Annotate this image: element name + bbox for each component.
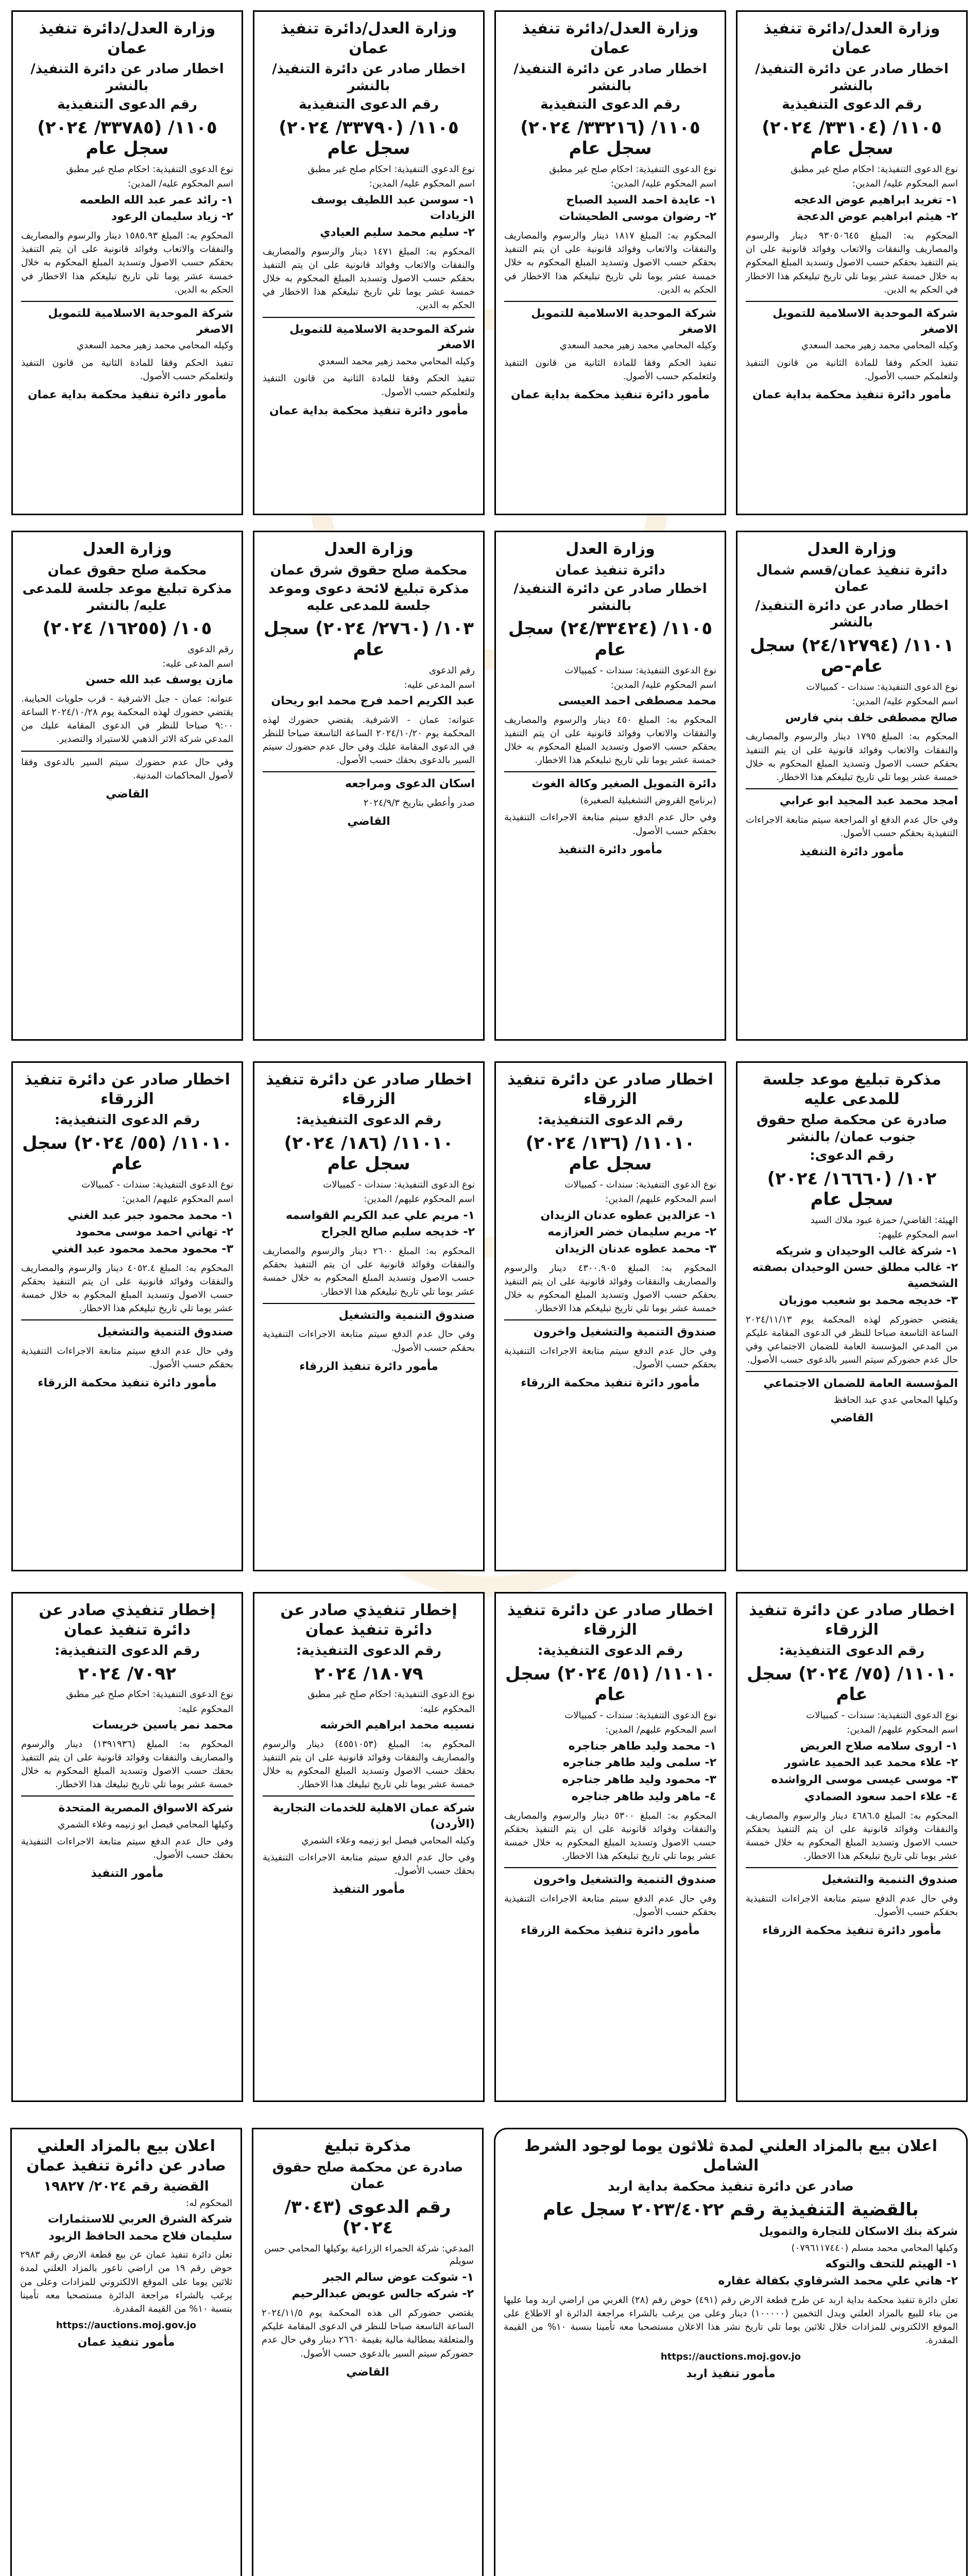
debtor-name: ٤- ماهر وليد طاهر جناجره xyxy=(571,1790,716,1804)
party-name: ٢- شركه جالس عويض عبدالرحيم xyxy=(291,2287,474,2301)
creditor-name: صندوق التنمية والتشغيل واخرون xyxy=(533,1326,716,1339)
debtor-name: ٢- هيثم ابراهيم عوض الدعجة xyxy=(796,210,958,224)
notice-footer: وفي حال عدم الدفع سيتم متابعة الاجراءات التنفيذية بحقكم حسب الأصول. xyxy=(504,1346,716,1370)
notice-card xyxy=(736,10,968,515)
notice-subheading: محكمة صلح حقوق عمان xyxy=(47,562,207,578)
creditor-agent: وكيلها المحامي عدي عبد الحافظ xyxy=(833,1395,958,1406)
notice-body: المحكوم به: المبلغ ١٧٩٥ دينار والرسوم والمصاريف والنفقات والاتعاب وفوائد قانونية على ان يتم التنفيذ بحقكم حسب الاصول وتسديد المبلغ المحكوم به خلال خمسة عشر يوما تلي تاريخ تبليغكم هذا الاخطار. xyxy=(746,731,958,783)
signature: مأمور دائرة تنفيذ محكمة الزرقاء xyxy=(38,1377,217,1390)
notice-heading: وزارة العدل xyxy=(82,540,172,558)
notice-subheading: اخطار صادر عن دائرة التنفيذ/ بالنشر xyxy=(272,61,466,94)
creditor-agent: وكيلها المحامي محمد مسلم (٠٧٩٦١١٧٤٤٠) xyxy=(791,2243,958,2254)
case-number: ١١٠٥/ (٣٣٧٨٥/ ٢٠٢٤) سجل عام xyxy=(37,117,217,159)
notice-subheading: صادرة عن محكمة صلح حقوق جنوب عمان/ بالنشر xyxy=(756,1112,948,1145)
case-type: نوع الدعوى التنفيذية: سندات - كمبيالات xyxy=(323,1179,475,1191)
party-name: ٢- هاني علي محمد الشرقاوي بكفالة عقاره xyxy=(718,2275,958,2288)
divider xyxy=(263,1303,475,1304)
party-name: ١- الهيثم للتحف والتوكه xyxy=(825,2258,958,2271)
case-type: نوع الدعوى التنفيذية: سندات - كمبيالات xyxy=(806,1710,958,1721)
notice-heading: وزارة العدل xyxy=(565,540,655,558)
signature: القاضي xyxy=(346,2365,389,2379)
debtor-label: اسم المحكوم عليهم/ المدين: xyxy=(847,1724,958,1736)
divider xyxy=(504,1319,716,1320)
notice-footer: وفي حال عدم الدفع سيتم متابعة الاجراءات التنفيذية بحقك حسب الأصول. xyxy=(263,1852,475,1877)
debtor-label: اسم المحكوم عليه/ المدين: xyxy=(852,178,958,190)
case-number: ١٠٣/ (٢٧٦٠/ ٢٠٢٤) سجل عام xyxy=(263,618,474,660)
creditor-agent: (برنامج القروض التشغيلية الصغيرة) xyxy=(580,795,716,806)
case-number: ١١٠٥/ (٣٣٢١٦/ ٢٠٢٤) سجل عام xyxy=(520,117,700,159)
signature: مأمور دائرة تنفيذ محكمة الزرقاء xyxy=(521,1924,700,1938)
case-number: ١١٠١٠/ (٧٥/ ٢٠٢٤) سجل عام xyxy=(746,1663,957,1705)
case-type: نوع الدعوى التنفيذية: احكام صلح غير مطبق xyxy=(66,164,233,175)
notice-body: المحكوم به: المبلغ ٤٣٠٠.٩٠٥ دينار والرسوم والمصاريف والنفقات وفوائد قانونية على ان يتم التنفيذ بحقكم حسب الاصول وتسديد المبلغ المحكوم به خلال خمسة عشر يوما تلي تاريخ تبليغكم هذا الاخطار. xyxy=(504,1263,716,1314)
case-number: ١١٠١/ (٢٤/١٢٧٩٤) سجل عام-ص xyxy=(749,635,954,677)
notice-heading: مذكرة تبليغ xyxy=(324,2137,411,2155)
notice-heading: اعلان بيع بالمزاد العلني لمدة ثلاثون يوما لوجود الشرط الشامل xyxy=(524,2137,938,2175)
case-type: رقم الدعوى xyxy=(428,665,475,676)
notice-heading: مذكرة تبليغ موعد جلسة للمدعى عليه xyxy=(762,1071,941,1108)
divider xyxy=(263,317,475,318)
divider xyxy=(21,1795,233,1797)
notice-footer: تنفيذ الحكم وفقا للمادة الثانية من قانون التنفيذ ولتعلمكم حسب الأصول. xyxy=(504,357,716,382)
signature: مأمور دائرة تنفيذ محكمة بداية عمان xyxy=(510,388,710,401)
notice-heading: وزارة العدل xyxy=(324,540,414,558)
signature: مأمور التنفيذ xyxy=(91,1867,164,1880)
notice-subheading: اخطار صادر عن دائرة التنفيذ/ بالنشر xyxy=(513,61,707,94)
notice-body: تعلن دائرة تنفيذ محكمة بداية اربد عن طرح قطعة الارض رقم (٤٩١) حوض رقم (٢٨) الغربي من اراضي اربد وما عليها من بناء للبيع بالمزاد العلني وبدل التخمين (١٠٠٠٠٠) دينار وعلى من يرغب بالشراء مراجعة الدائرة او الاطلاع على الموقع الالكتروني للمزادات خلال ثلاثين يوما تلي تاريخ نشر هذا الاعلان مستصحبا معه تأمينا بنسبة ١٠% من القيمة المقدرة. xyxy=(504,2294,958,2346)
notice-heading: وزارة العدل xyxy=(807,540,897,558)
notice-subheading: اخطار صادر عن دائرة التنفيذ/ بالنشر xyxy=(30,61,224,94)
notice-card xyxy=(253,1592,485,2102)
case-label: رقم الدعوى التنفيذية: xyxy=(537,1112,683,1128)
debtor-name: ١- سوسن عبد اللطيف يوسف الزيادات xyxy=(311,193,475,223)
signature: مأمور دائرة التنفيذ xyxy=(799,845,904,858)
notice-body: تعلن دائرة تنفيذ عمان عن بيع قطعة الارض رقم ٢٩٨٣ حوض رقم ١٩ من اراضي ناعور بالمزاد العلني لمدة ثلاثين يوما على الموقع الالكتروني للمزادات وعلى من يرغب بالشراء مراجعة الدائرة مستصحبا معه تأمينا بنسبة ١٠% من القيمة المقدرة. xyxy=(20,2249,232,2314)
notice-body: المحكوم به: المبلغ ٤٥٠ دينار والرسوم والمصاريف والنفقات والاتعاب وفوائد قانونية على ان يتم التنفيذ بحقكم حسب الاصول وتسديد المبلغ المحكوم به خلال خمسة عشر يوما تلي تاريخ تبليغكم هذا الاخطار. xyxy=(504,714,716,766)
case-number: ١١٠٥/ (٣٣١٠٤/ ٢٠٢٤) سجل عام xyxy=(762,117,942,159)
debtor-label: اسم المحكوم عليهم/ المدين: xyxy=(605,1724,716,1736)
debtor-name: ١- اروى سلامه صلاح العريض xyxy=(800,1739,958,1753)
case-label: رقم الدعوى التنفيذية: xyxy=(296,1112,442,1128)
notice-heading: اخطار صادر عن دائرة تنفيذ الزرقاء xyxy=(24,1071,230,1108)
debtor-name: ١- عايدة احمد السيد الصباح xyxy=(566,193,716,207)
notice-heading: وزارة العدل/دائرة تنفيذ عمان xyxy=(763,20,940,57)
notice-footer: وفي حال عدم الدفع سيتم متابعة الاجراءات التنفيذية بحقكم حسب الأصول. xyxy=(504,1893,716,1918)
case-type: نوع الدعوى التنفيذية: احكام صلح غير مطبق xyxy=(791,164,958,175)
notice-body: المحكوم به: المبلغ ١٤٧١ دينار والرسوم والمصاريف والنفقات والاتعاب وفوائد قانونية على ان يتم التنفيذ بحقكم حسب الاصول وتسديد المبلغ المحكوم به خلال خمسة عشر يوما تلي تاريخ تبليغكم هذا الاخطار في الحكم به الدين. xyxy=(263,246,475,311)
debtor-label: اسم المحكوم عليهم: xyxy=(878,1229,958,1241)
debtor-name: ٣- محمود محمد محمود عبد الغني xyxy=(52,1243,233,1256)
party-label: المحكوم له: xyxy=(186,2197,232,2209)
signature: مأمور التنفيذ xyxy=(332,1883,405,1896)
notice-card xyxy=(736,1592,968,2102)
party-name: شركة الشرق العربي للاستثمارات xyxy=(47,2212,232,2226)
notice-subheading: صادر عن دائرة تنفيذ محكمة بداية اربد xyxy=(608,2179,854,2194)
debtor-name: ٣- محمود وليد طاهر جناجره xyxy=(562,1773,716,1787)
debtor-label: اسم المحكوم عليهم/ المدين: xyxy=(364,1194,475,1205)
notice-subheading: صادرة عن محكمة صلح حقوق عمان xyxy=(272,2159,464,2192)
signature: مأمور دائرة تنفيذ محكمة الزرقاء xyxy=(762,1924,941,1938)
creditor-name: صندوق التنمية والتشغيل xyxy=(821,1873,958,1887)
debtor-name: ٢- غالب مطلق حسن الوحيدان بصفته الشخصية xyxy=(752,1261,958,1291)
notice-subheading: القضية رقم ٢٠٢٤/ ١٩٨٢٧ xyxy=(43,2179,209,2194)
debtor-name: عبد الكريم احمد فرج محمد ابو ريحان xyxy=(271,694,475,708)
signature: مأمور تنفيذ اربد xyxy=(686,2367,776,2381)
notice-heading: إخطار تنفيذي صادر عن دائرة تنفيذ عمان xyxy=(280,1601,457,1639)
notice-heading: اخطار صادر عن دائرة تنفيذ الزرقاء xyxy=(507,1071,713,1108)
notice-footer: وفي حال عدم الدفع سيتم متابعة الاجراءات التنفيذية بحقكم حسب الأصول. xyxy=(263,1329,475,1353)
case-type: نوع الدعوى التنفيذية: سندات - كمبيالات xyxy=(81,1179,233,1191)
notice-card xyxy=(11,1061,243,1571)
notice-footer: وفي حال عدم الدفع سيتم متابعة الاجراءات التنفيذية بحقكم حسب الأصول. xyxy=(746,1893,958,1918)
creditor-name: شركة الاسواق المصرية المتحدة xyxy=(58,1802,233,1815)
notice-footer: وفي حال عدم الدفع سيتم متابعة الاجراءات التنفيذية بحقك حسب الأصول. xyxy=(21,1836,233,1861)
debtor-label: اسم المحكوم عليه/ المدين: xyxy=(610,178,716,190)
debtor-name: ٣- موسى عيسى موسى الرواشده xyxy=(771,1773,958,1787)
divider xyxy=(263,1795,475,1797)
notice-heading: اخطار صادر عن دائرة تنفيذ الزرقاء xyxy=(266,1071,472,1108)
case-number: رقم الدعوى (٣٠٤٣/ ٢٠٢٤) xyxy=(284,2196,451,2239)
debtor-label: اسم المحكوم عليه/ المدين: xyxy=(369,178,475,190)
creditor-name: شركة بنك الاسكان للتجارة والتمويل xyxy=(759,2225,958,2239)
signature: مأمور دائرة تنفيذ محكمة الزرقاء xyxy=(521,1377,700,1390)
case-label: اخطار صادر عن دائرة التنفيذ/ بالنشر xyxy=(513,581,707,614)
creditor-agent: وكيله المحامي محمد زهير محمد السعدي xyxy=(801,340,958,351)
notice-footer: وفي حال عدم الدفع سيتم متابعة الاجراءات التنفيذية بحقكم حسب الأصول. xyxy=(21,1346,233,1370)
party-name: ١- شوكت عوض سالم الجبر xyxy=(323,2270,474,2284)
debtor-name: ٢- سليم محمد سليم العيادي xyxy=(320,226,475,240)
divider xyxy=(746,1867,958,1868)
notice-heading: إخطار تنفيذي صادر عن دائرة تنفيذ عمان xyxy=(39,1601,216,1639)
divider xyxy=(746,788,958,789)
notice-card xyxy=(494,1592,726,2102)
debtor-name: ٢- مريم سليمان خضر العزازمه xyxy=(547,1226,716,1239)
debtor-name: ٢- تهاني احمد موسى محمود xyxy=(75,1226,233,1239)
notice-card xyxy=(253,531,485,1041)
notice-heading: وزارة العدل/دائرة تنفيذ عمان xyxy=(39,20,216,57)
debtor-label: المحكوم عليه: xyxy=(420,1703,475,1715)
debtor-name: صالح مصطفى خلف بني فارس xyxy=(785,711,958,724)
notice-card xyxy=(494,531,726,1041)
debtor-name: ٢- سلمى وليد طاهر جناجره xyxy=(563,1756,716,1770)
notice-body: المحكوم به: المبلغ (١٣٩١٩٣٦) دينار والرسوم والمصاريف والنفقات وفوائد قانونية على ان يتم التنفيذ بحقك حسب الاصول وتسديد المبلغ المحكوم به خلال خمسة عشر يوما تلي تاريخ تبليغك هذا الاخطار. xyxy=(21,1738,233,1790)
case-number: ١١٠٥/ (٢٤/٣٣٤٢٤) سجل عام xyxy=(508,618,713,660)
debtor-label: اسم المحكوم عليهم/ المدين: xyxy=(122,1194,233,1205)
case-label: رقم الدعوى التنفيذية xyxy=(782,97,922,112)
case-label: رقم الدعوى التنفيذية: xyxy=(296,1643,442,1658)
debtor-name: ٢- رضوان موسى الطحيشات xyxy=(559,210,716,224)
notice-footer: تنفيذ الحكم وفقا للمادة الثانية من قانون التنفيذ ولتعلمكم حسب الأصول. xyxy=(746,357,958,382)
notice-heading: وزارة العدل/دائرة تنفيذ عمان xyxy=(522,20,699,57)
debtor-name: ١- محمد وليد طاهر جناجره xyxy=(568,1739,716,1753)
signature: القاضي xyxy=(106,787,149,801)
creditor-agent: وكيله المحامي فيصل ابو زنيمه وعلاء الشمري xyxy=(301,1835,475,1846)
case-number: ١١٠١٠/ (١٨٦/ ٢٠٢٤) سجل عام xyxy=(284,1132,454,1175)
divider xyxy=(504,1867,716,1868)
case-type: نوع الدعوى التنفيذية: احكام صلح غير مطبق xyxy=(307,164,475,175)
case-type: نوع الدعوى التنفيذية: سندات - كمبيالات xyxy=(564,665,716,676)
case-type: نوع الدعوى التنفيذية: سندات - كمبيالات xyxy=(564,1710,716,1721)
debtor-label: اسم المحكوم عليه/ المدين: xyxy=(127,178,233,190)
notice-card xyxy=(11,1592,243,2102)
case-type: رقم الدعوى xyxy=(187,643,233,655)
notice-subheading: دائرة تنفيذ عمان xyxy=(555,562,665,578)
case-label: رقم الدعوى التنفيذية: xyxy=(54,1112,200,1128)
notice-heading: اعلان بيع بالمزاد العلني صادر عن دائرة تنفيذ عمان xyxy=(26,2137,226,2175)
notice-footer: وفي حال عدم الدفع سيتم متابعة الاجراءات التنفيذية بحقكم حسب الأصول. xyxy=(504,812,716,837)
notice-body: المحكوم به: المبلغ ٤٦٨٦.٥ دينار والرسوم والمصاريف والنفقات وفوائد قانونية على ان يتم التنفيذ بحقكم حسب الاصول وتسديد المبلغ المحكوم به خلال خمسة عشر يوما تلي تاريخ تبليغكم هذا الاخطار. xyxy=(746,1810,958,1862)
notice-body: المحكوم به: المبلغ ١٨١٧ دينار والرسوم والمصاريف والنفقات والاتعاب وفوائد قانونية على ان يتم التنفيذ بحقكم حسب الاصول وتسديد المبلغ المحكوم به خلال خمسة عشر يوما تلي تاريخ تبليغكم هذا الاخطار في الحكم به الدين. xyxy=(504,230,716,295)
case-number: ١١٠٥/ (٣٣٧٩٠/ ٢٠٢٤) سجل عام xyxy=(279,117,459,159)
notice-subheading: محكمة صلح حقوق شرق عمان xyxy=(270,562,468,578)
creditor-name: شركة الموحدية الاسلامية للتمويل الاصغر xyxy=(48,307,233,336)
notice-card xyxy=(11,10,243,515)
debtor-name: ٢- خديجه سليم صالح الجراح xyxy=(321,1226,475,1239)
case-number: ١١٠١٠/ (٥٥/ ٢٠٢٤) سجل عام xyxy=(22,1132,233,1175)
case-number: ١٠٥/ (١٦٢٥٥/ ٢٠٢٤) xyxy=(42,618,212,639)
debtor-name: ٢- زياد سليمان الرعود xyxy=(111,210,233,224)
notice-card xyxy=(494,1061,726,1571)
case-label: اخطار صادر عن دائرة التنفيذ/ بالنشر xyxy=(755,598,949,630)
party-name: سليمان فلاح محمد الحافظ الزيود xyxy=(48,2229,232,2243)
notice-card xyxy=(253,1061,485,1571)
divider xyxy=(263,771,475,772)
case-type: نوع الدعوى التنفيذية: احكام صلح غير مطبق xyxy=(307,1689,475,1700)
debtor-label: اسم المدعى عليه: xyxy=(162,658,233,670)
debtor-label: اسم المدعى عليه: xyxy=(404,679,475,690)
case-label: رقم الدعوى التنفيذية: xyxy=(54,1643,200,1658)
debtor-name: ١- شركة غالب الوحيدان و شريكه xyxy=(775,1244,958,1258)
auction-link[interactable]: https://auctions.moj.gov.jo xyxy=(56,2319,197,2331)
notice-footer: تنفيذ الحكم وفقا للمادة الثانية من قانون التنفيذ ولتعلمكم حسب الأصول. xyxy=(21,357,233,382)
creditor-agent: وكيلها المحامي فيصل ابو زنيمه وعلاء الشمري xyxy=(58,1819,233,1830)
notice-heading: وزارة العدل/دائرة تنفيذ عمان xyxy=(280,20,457,57)
debtor-name: محمد مصطفى احمد العيسى xyxy=(558,694,716,708)
notice-footer: وفي حال عدم حضورك سيتم السير بالدعوى وفقا لأصول المحاكمات المدنية. xyxy=(21,756,233,781)
notice-card xyxy=(736,1061,968,1571)
auction-link[interactable]: https://auctions.moj.gov.jo xyxy=(660,2351,801,2363)
auction-notice-card xyxy=(494,2128,968,2576)
debtor-name: نسيبه محمد ابراهيم الخرشه xyxy=(320,1718,475,1732)
auction-notice-card xyxy=(10,2128,242,2576)
debtor-name: ١- عزالدين عطوه عدنان الزيدان xyxy=(540,1209,716,1222)
notice-body: عنوانه: عمان - جبل الاشرفية - قرب حلويات الحبايبة. يقتضي حضورك لهذه المحكمة يوم ٢٠٢٤/١٠/٢٨ الساعة ٩:٠٠ صباحا للنظر في الدعوى المقامة عليك من المدعي شركة الاثر الذهبي للاستيراد والتصدير. xyxy=(21,693,234,745)
debtor-name: ٢- علاء محمد عبد الحميد عاشور xyxy=(784,1756,958,1770)
case-label: رقم الدعوى التنفيذية xyxy=(57,97,197,112)
case-label: مذكرة تبليغ لائحة دعوى وموعد جلسة للمدعى عليه xyxy=(268,581,469,614)
creditor-name: صندوق التنمية والتشغيل xyxy=(97,1326,233,1339)
case-number: ١٨٠٧٩/ ٢٠٢٤ xyxy=(314,1663,423,1684)
signature: القاضي xyxy=(830,1412,873,1425)
debtor-label: اسم المحكوم عليه/ المدين: xyxy=(852,696,958,707)
debtor-name: ١- تغريد ابراهيم عوض الدعجه xyxy=(794,193,958,207)
divider xyxy=(746,1371,958,1372)
creditor-agent: وكيله المحامي محمد زهير محمد السعدي xyxy=(559,340,716,351)
notice-subheading: اخطار صادر عن دائرة التنفيذ/ بالنشر xyxy=(755,61,949,94)
notice-footer: صدر وأعطي بتاريخ ٢٠٢٤/٩/٣ xyxy=(363,798,475,809)
creditor-agent: وكيله المحامي محمد زهير محمد السعدي xyxy=(76,340,233,351)
debtor-name: مازن يوسف عبد الله حسن xyxy=(85,673,233,687)
notice-heading: اخطار صادر عن دائرة تنفيذ الزرقاء xyxy=(507,1601,713,1639)
creditor-name: شركة عمان الاهلية للخدمات التجارية (الأردن) xyxy=(272,1802,475,1831)
case-label: رقم الدعوى التنفيذية: xyxy=(779,1643,925,1658)
case-number: بالقضية التنفيذية رقم ٢٠٢٣/٤٠٢٢ سجل عام xyxy=(543,2199,919,2220)
notice-subheading: دائرة تنفيذ عمان/قسم شمال عمان xyxy=(756,562,948,595)
case-number: ١٠٢/ (١٦٦٦٠/ ٢٠٢٤) سجل عام xyxy=(767,1168,937,1210)
case-number: ٧٠٩٢/ ٢٠٢٤ xyxy=(78,1663,177,1684)
case-number: ١١٠١٠/ (٥١/ ٢٠٢٤) سجل عام xyxy=(505,1663,716,1705)
debtor-name: ٣- خديجه محمد بو شعيب موزيان xyxy=(779,1294,958,1308)
notice-body: المحكوم به: المبلغ ٩٣٠٥٠٦٤٥ دينار والرسوم والمصاريف والنفقات والاتعاب وفوائد قانونية على ان يتم التنفيذ بحقكم حسب الاصول وتسديد المبلغ المحكوم به خلال خمسة عشر يوما تلي تاريخ تبليغكم هذا الاخطار في الحكم به الدين. xyxy=(746,230,958,295)
signature: مأمور دائرة تنفيذ الزرقاء xyxy=(299,1360,438,1373)
notice-body: المحكوم به: المبلغ ١٥٨٥.٩٣ دينار والرسوم والمصاريف والنفقات والاتعاب وفوائد قانونية على ان يتم التنفيذ بحقكم حسب الاصول وتسديد المبلغ المحكوم به خلال خمسة عشر يوما تلي تاريخ تبليغكم هذا الاخطار في الحكم به الدين. xyxy=(21,230,233,295)
divider xyxy=(21,751,233,752)
case-type: نوع الدعوى التنفيذية: احكام صلح غير مطبق xyxy=(549,164,716,175)
divider xyxy=(504,771,716,772)
creditor-name: امجد محمد عبد المجيد ابو عرابي xyxy=(779,794,958,807)
debtor-name: ٤- علاء احمد سعود الصمادي xyxy=(804,1790,958,1804)
case-label: رقم الدعوى: xyxy=(810,1148,894,1163)
divider xyxy=(746,301,958,302)
case-label: رقم الدعوى التنفيذية: xyxy=(537,1643,683,1658)
notice-heading: اخطار صادر عن دائرة تنفيذ الزرقاء xyxy=(749,1601,955,1639)
case-type: نوع الدعوى التنفيذية: احكام صلح غير مطبق xyxy=(66,1689,233,1700)
creditor-name: اسكان الدعوى ومراجعه xyxy=(345,777,475,791)
notice-body: المحكوم به: المبلغ (٤٥٥١٠٥٣) دينار والرسوم والمصاريف والنفقات وفوائد قانونية على ان يتم التنفيذ بحقك حسب الاصول وتسديد المبلغ المحكوم به خلال خمسة عشر يوما تلي تاريخ تبليغك هذا الاخطار. xyxy=(263,1738,475,1790)
notice-body: المحكوم به: المبلغ ٥٣٠٠ دينار والرسوم والمصاريف والنفقات وفوائد قانونية على ان يتم التنفيذ بحقكم حسب الاصول وتسديد المبلغ المحكوم به خلال خمسة عشر يوما تلي تاريخ تبليغكم هذا الاخطار. xyxy=(504,1810,716,1862)
notice-body: يقتضي حضوركم الى هذه المحكمة يوم ٢٠٢٤/١١/٥ الساعة التاسعة صباحا للنظر في الدعوى المقامة عليكم والمتعلقة بمطالبة مالية بقيمة ٢٦٦٠ دينار وفي حال عدم حضوركم سيتم السير بالدعوى حسب الأصول. xyxy=(262,2308,474,2359)
notice-card xyxy=(253,10,485,515)
case-type: نوع الدعوى التنفيذية: سندات - كمبيالات xyxy=(564,1179,716,1191)
debtor-name: ١- محمد محمود جبر عبد الغني xyxy=(67,1209,233,1222)
case-type: الهيئة: القاضي/ حمزة عبود ملاك السيد xyxy=(810,1215,958,1226)
creditor-name: المؤسسة العامة للضمان الاجتماعي xyxy=(763,1377,958,1391)
divider xyxy=(21,301,233,302)
debtor-label: المحكوم عليه: xyxy=(178,1703,233,1715)
signature: مأمور دائرة تنفيذ محكمة بداية عمان xyxy=(269,404,469,417)
creditor-name: شركة الموحدية الاسلامية للتمويل الاصغر xyxy=(531,307,716,336)
creditor-name: صندوق التنمية والتشغيل xyxy=(338,1309,475,1322)
case-label: رقم الدعوى التنفيذية xyxy=(299,97,439,112)
notice-body: عنوانه: عمان - الاشرفية. يقتضي حضورك لهذه المحكمة يوم ٢٠٢٤/١٠/٢٠ الساعة التاسعة صباحا للنظر في الدعوى المقامة عليك وفي حال عدم حضورك سيتم السير بالدعوى بحقك حسب الأصول. xyxy=(263,714,475,766)
notice-card xyxy=(736,531,968,1041)
case-type: نوع الدعوى التنفيذية: سندات - كمبيالات xyxy=(806,682,958,693)
notice-footer: تنفيذ الحكم وفقا للمادة الثانية من قانون التنفيذ ولتعلمكم حسب الأصول. xyxy=(263,373,475,398)
notice-body: المحكوم به: المبلغ ٢٦٠٠ دينار والرسوم والمصاريف والنفقات وفوائد قانونية على ان يتم التنفيذ بحقكم حسب الاصول وتسديد المبلغ المحكوم به خلال خمسة عشر يوما تلي تاريخ تبليغكم هذا الاخطار. xyxy=(263,1246,475,1297)
debtor-name: ١- مريم علي عبد الكريم القواسمه xyxy=(285,1209,475,1222)
creditor-name: صندوق التنمية والتشغيل واخرون xyxy=(533,1873,716,1887)
debtor-name: ١- رائد عمر عبد الله الطعمه xyxy=(79,193,233,207)
signature: مأمور تنفيذ عمان xyxy=(77,2335,175,2349)
case-label: رقم الدعوى التنفيذية xyxy=(540,97,680,112)
party-label: المدعي: شركة الحمراء الزراعية بوكيلها المحامي حسن سويلم xyxy=(264,2243,474,2267)
creditor-name: شركة الموحدية الاسلامية للتمويل الاصغر xyxy=(289,323,475,352)
case-label: مذكرة تبليغ موعد جلسة للمدعى عليه/ بالنشر xyxy=(22,581,232,614)
debtor-name: محمد نمر ياسين خريسات xyxy=(92,1718,233,1732)
debtor-name: ٣- محمد عطوه عدنان الزيدان xyxy=(555,1243,716,1256)
debtor-label: اسم المحكوم عليه/ المدين: xyxy=(610,679,716,690)
signature: مأمور دائرة التنفيذ xyxy=(558,843,663,856)
notice-body: يقتضي حضوركم لهذه المحكمة يوم ٢٠٢٤/١١/١٣ الساعة التاسعة صباحا للنظر في الدعوى المقامة عليكم من المدعي المؤسسة العامة للضمان الاجتماعي وفي حال عدم حضوركم سيتم السير بالدعوى حسب الأصول. xyxy=(746,1314,958,1366)
notice-card xyxy=(494,10,726,515)
debtor-label: اسم المحكوم عليهم/ المدين: xyxy=(605,1194,716,1205)
divider xyxy=(504,301,716,302)
signature: مأمور دائرة تنفيذ محكمة بداية عمان xyxy=(27,388,227,401)
creditor-name: شركة الموحدية الاسلامية للتمويل الاصغر xyxy=(773,307,958,336)
notice-body: المحكوم به: المبلغ ٤٠٥٢.٤ دينار والرسوم والمصاريف والنفقات وفوائد قانونية على ان يتم التنفيذ بحقكم حسب الاصول وتسديد المبلغ المحكوم به خلال خمسة عشر يوما تلي تاريخ تبليغكم هذا الاخطار. xyxy=(21,1263,233,1314)
creditor-name: دائرة التمويل الصغير وكالة الغوث xyxy=(531,777,716,791)
signature: القاضي xyxy=(347,815,390,828)
notice-footer: وفي حال عدم الدفع او المراجعة سيتم متابعة الاجراءات التنفيذية بحقكم حسب الأصول. xyxy=(746,814,958,839)
auction-notice-card xyxy=(252,2128,484,2576)
signature: مأمور دائرة تنفيذ محكمة بداية عمان xyxy=(752,388,952,401)
creditor-agent: وكيله المحامي محمد زهير محمد السعدي xyxy=(318,356,475,367)
divider xyxy=(21,1319,233,1320)
case-number: ١١٠١٠/ (١٣٦/ ٢٠٢٤) سجل عام xyxy=(525,1132,695,1175)
notice-card xyxy=(11,531,243,1041)
